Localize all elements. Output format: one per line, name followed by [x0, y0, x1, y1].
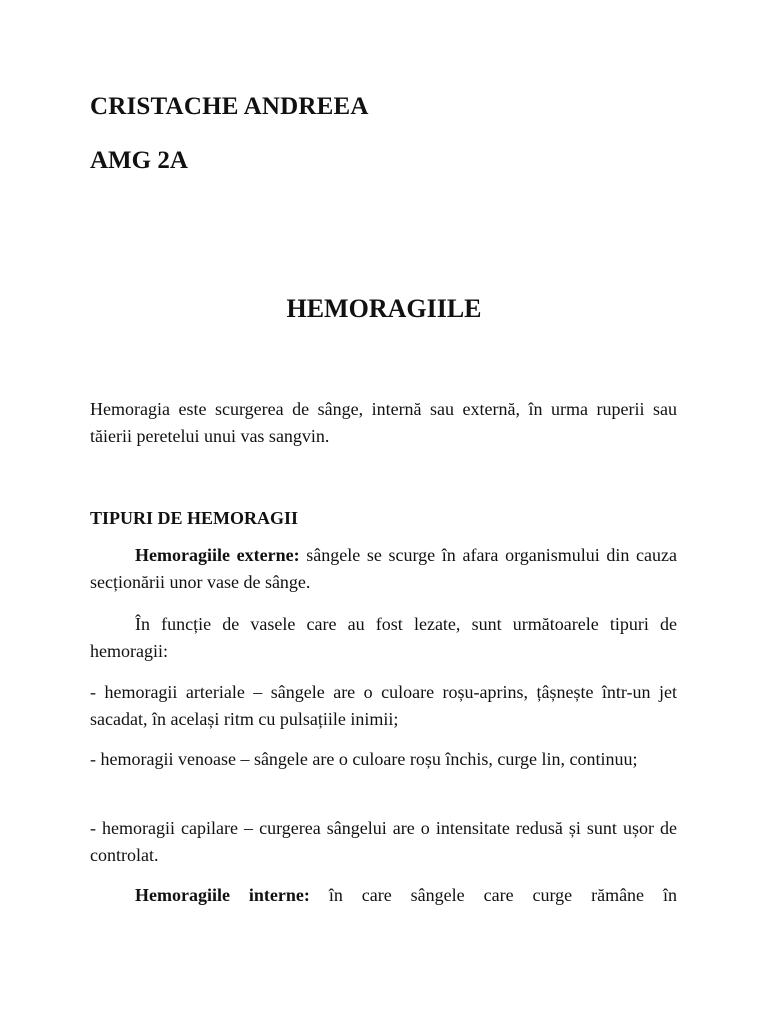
type-item-arterial: - hemoragii arteriale – sângele are o culoare roșu-aprins, țâșnește într-un jet sacadat, în același ritm cu pulsațiile inimii; [90, 682, 677, 729]
external-hemorrhage-text: sângele se scurge în afara organismului din cauza secționării unor vase de sânge. [90, 545, 678, 592]
external-hemorrhage-paragraph [90, 542, 677, 596]
internal-hemorrhage-paragraph [90, 882, 677, 909]
types-intro-paragraph: În funcție de vasele care au fost lezate, sunt următoarele tipuri de hemoragii: [90, 614, 677, 661]
document-title: HEMORAGIILE [286, 294, 482, 323]
intro-paragraph: Hemoragia este scurgerea de sânge, internă sau externă, în urma ruperii sau tăierii peretelui unui vas sangvin. [90, 399, 677, 446]
external-hemorrhage-term: Hemoragiile externe: [135, 545, 300, 565]
class-code: AMG 2A [90, 147, 188, 174]
internal-hemorrhage-term: Hemoragiile interne: [135, 885, 310, 905]
section-heading: TIPURI DE HEMORAGII [90, 508, 299, 528]
author-name: CRISTACHE ANDREEA [90, 93, 369, 120]
type-item-venous: - hemoragii venoase – sângele are o culoare roșu închis, curge lin, continuu; [90, 749, 638, 769]
internal-hemorrhage-text: în care sângele care curge rămâne în [309, 885, 677, 905]
type-item-capillary: - hemoragii capilare – curgerea sângelui are o intensitate redusă și sunt ușor de controlat. [90, 818, 677, 865]
